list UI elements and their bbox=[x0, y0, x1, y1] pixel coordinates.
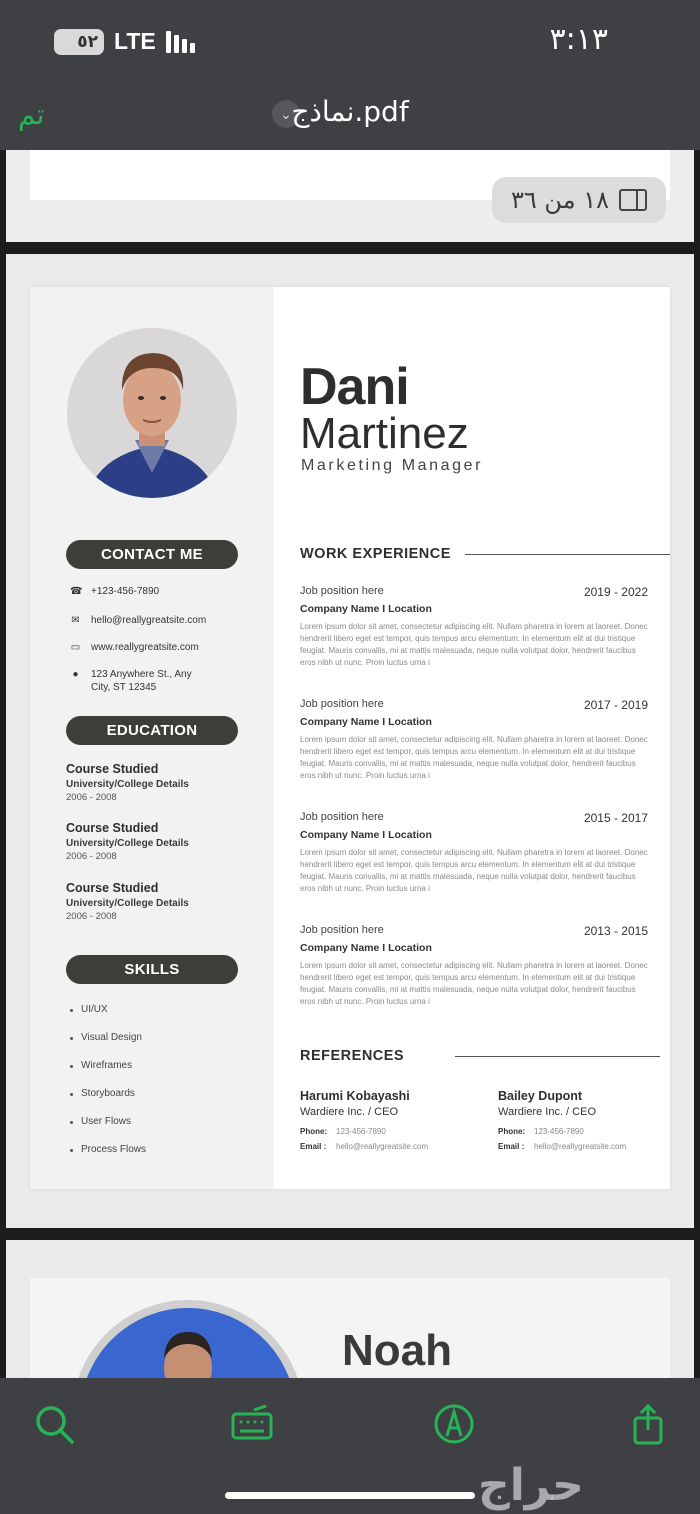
resume-sidebar bbox=[30, 287, 274, 1189]
education-years: 2006 - 2008 bbox=[66, 792, 117, 803]
mail-icon: ✉ bbox=[71, 615, 80, 626]
job-entry bbox=[300, 698, 648, 782]
resume-role: Marketing Manager bbox=[301, 457, 484, 474]
share-icon[interactable] bbox=[626, 1402, 670, 1446]
next-resume-name: Noah bbox=[342, 1326, 452, 1375]
reference-entry: Bailey Dupont Wardiere Inc. / CEO Phone: 123-456-7890 Email : hello@reallygreatsite.com bbox=[498, 1089, 668, 1151]
address-line-1: 123 Anywhere St., Any bbox=[91, 669, 192, 680]
references-heading: REFERENCES bbox=[300, 1048, 405, 1064]
top-bar bbox=[0, 0, 700, 150]
job-years: 2019 - 2022 bbox=[583, 585, 648, 599]
education-school: University/College Details bbox=[66, 838, 189, 849]
reference-phone: 123-456-7890 bbox=[336, 1127, 386, 1136]
status-time: ٣:١٣ bbox=[549, 22, 608, 57]
resume-last-name: Martinez bbox=[300, 409, 469, 458]
education-item bbox=[66, 881, 189, 922]
home-indicator[interactable] bbox=[225, 1492, 475, 1499]
email-text: hello@reallygreatsite.com bbox=[91, 615, 207, 626]
sidebar-icon bbox=[619, 189, 647, 211]
reference-name: Bailey Dupont bbox=[498, 1089, 583, 1103]
job-entry bbox=[300, 811, 648, 895]
page-indicator-label: ١٨ من ٣٦ bbox=[511, 186, 609, 214]
page-indicator[interactable] bbox=[492, 177, 666, 223]
location-pin-icon: ● bbox=[72, 669, 79, 680]
contact-email bbox=[70, 614, 206, 627]
education-title: Course Studied bbox=[66, 881, 159, 895]
job-description: Lorem ipsum dolor sit amet, consectetur adipiscing elit. Nullam pharetra in lorem at laoreet. Donec hendrerit libero eget est tempor, quis tempus arcu elementum. In elementum elit at dui tristique feugiat. Mauris convallis, mi at mattis malesuada, neque nulla volutpat dolor, hendrerit faucibus eros nibh ut nunc. Proin luctus urna i bbox=[300, 961, 648, 1006]
job-description: Lorem ipsum dolor sit amet, consectetur adipiscing elit. Nullam pharetra in lorem at laoreet. Donec hendrerit libero eget est tempor, quis tempus arcu elementum. In elementum elit at dui tristique feugiat. Mauris convallis, mi at mattis malesuada, neque nulla volutpat dolor, hendrerit faucibus eros nibh ut nunc. Proin luctus urna i bbox=[300, 848, 648, 893]
phone-text: +123-456-7890 bbox=[91, 586, 160, 597]
skill-item: Storyboards bbox=[70, 1088, 135, 1099]
job-description: Lorem ipsum dolor sit amet, consectetur adipiscing elit. Nullam pharetra in lorem at laoreet. Donec hendrerit libero eget est tempor, quis tempus arcu elementum. In elementum elit at dui tristique feugiat. Mauris convallis, mi at mattis malesuada, neque nulla volutpat dolor, hendrerit faucibus eros nibh ut nunc. Proin luctus urna i bbox=[300, 622, 648, 667]
skill-item: UI/UX bbox=[70, 1004, 108, 1015]
skill-item: Visual Design bbox=[70, 1032, 142, 1043]
reference-name: Harumi Kobayashi bbox=[300, 1089, 410, 1103]
education-item bbox=[66, 821, 189, 862]
reference-company: Wardiere Inc. / CEO bbox=[300, 1106, 399, 1118]
contact-heading: CONTACT ME bbox=[66, 540, 238, 569]
education-school: University/College Details bbox=[66, 898, 189, 909]
education-title: Course Studied bbox=[66, 821, 159, 835]
network-type: LTE bbox=[114, 28, 156, 54]
education-years: 2006 - 2008 bbox=[66, 851, 117, 862]
watermark: حراج bbox=[478, 1460, 584, 1511]
reference-company: Wardiere Inc. / CEO bbox=[498, 1106, 597, 1118]
job-years: 2013 - 2015 bbox=[583, 924, 648, 938]
contact-phone bbox=[70, 585, 159, 598]
phone-icon: ☎ bbox=[70, 586, 83, 597]
job-position: Job position here bbox=[300, 585, 384, 597]
status-indicators bbox=[54, 28, 195, 55]
battery-icon: ٥٢ bbox=[54, 29, 104, 55]
contact-address bbox=[70, 668, 192, 694]
divider bbox=[465, 554, 670, 555]
job-position: Job position here bbox=[300, 698, 384, 710]
skills-heading: SKILLS bbox=[66, 955, 238, 984]
reference-email: hello@reallygreatsite.com bbox=[336, 1142, 429, 1151]
resume-sheet bbox=[30, 287, 670, 1189]
education-school: University/College Details bbox=[66, 779, 189, 790]
job-description: Lorem ipsum dolor sit amet, consectetur adipiscing elit. Nullam pharetra in lorem at laoreet. Donec hendrerit libero eget est tempor, quis tempus arcu elementum. In elementum elit at dui tristique feugiat. Mauris convallis, mi at mattis malesuada, neque nulla volutpat dolor, hendrerit faucibus eros nibh ut nunc. Proin luctus urna i bbox=[300, 735, 648, 780]
education-heading: EDUCATION bbox=[66, 716, 238, 745]
job-years: 2015 - 2017 bbox=[583, 811, 648, 825]
job-position: Job position here bbox=[300, 811, 384, 823]
profile-photo bbox=[67, 328, 237, 498]
skill-item: Wireframes bbox=[70, 1060, 132, 1071]
education-title: Course Studied bbox=[66, 762, 159, 776]
education-years: 2006 - 2008 bbox=[66, 911, 117, 922]
reference-entry: Harumi Kobayashi Wardiere Inc. / CEO Phone: 123-456-7890 Email : hello@reallygreatsite.com bbox=[300, 1089, 470, 1151]
contact-website bbox=[70, 641, 199, 654]
skill-item: User Flows bbox=[70, 1116, 131, 1127]
address-line-2: City, ST 12345 bbox=[91, 682, 157, 693]
resume-first-name: Dani bbox=[300, 358, 409, 416]
education-item bbox=[66, 762, 189, 803]
pdf-page bbox=[6, 254, 694, 1228]
job-entry bbox=[300, 924, 648, 1008]
reference-phone: 123-456-7890 bbox=[534, 1127, 584, 1136]
website-text: www.reallygreatsite.com bbox=[91, 642, 199, 653]
pdf-page-next bbox=[6, 1240, 694, 1380]
keyboard-icon[interactable] bbox=[230, 1402, 274, 1446]
signal-icon bbox=[166, 31, 195, 53]
chevron-down-icon[interactable]: ⌄ bbox=[272, 100, 300, 128]
document-title[interactable]: نماذج.pdf bbox=[291, 95, 409, 128]
divider bbox=[455, 1056, 660, 1057]
job-company: Company Name I Location bbox=[300, 716, 432, 728]
job-company: Company Name I Location bbox=[300, 942, 432, 954]
done-button[interactable]: تم bbox=[18, 98, 45, 131]
markup-pen-icon[interactable] bbox=[432, 1402, 476, 1446]
job-company: Company Name I Location bbox=[300, 829, 432, 841]
work-experience-heading: WORK EXPERIENCE bbox=[300, 546, 451, 562]
job-years: 2017 - 2019 bbox=[583, 698, 648, 712]
reference-email: hello@reallygreatsite.com bbox=[534, 1142, 627, 1151]
monitor-icon: ▭ bbox=[70, 642, 81, 653]
search-icon[interactable] bbox=[32, 1402, 76, 1446]
job-position: Job position here bbox=[300, 924, 384, 936]
skill-item: Process Flows bbox=[70, 1144, 146, 1155]
job-entry bbox=[300, 585, 648, 669]
job-company: Company Name I Location bbox=[300, 603, 432, 615]
